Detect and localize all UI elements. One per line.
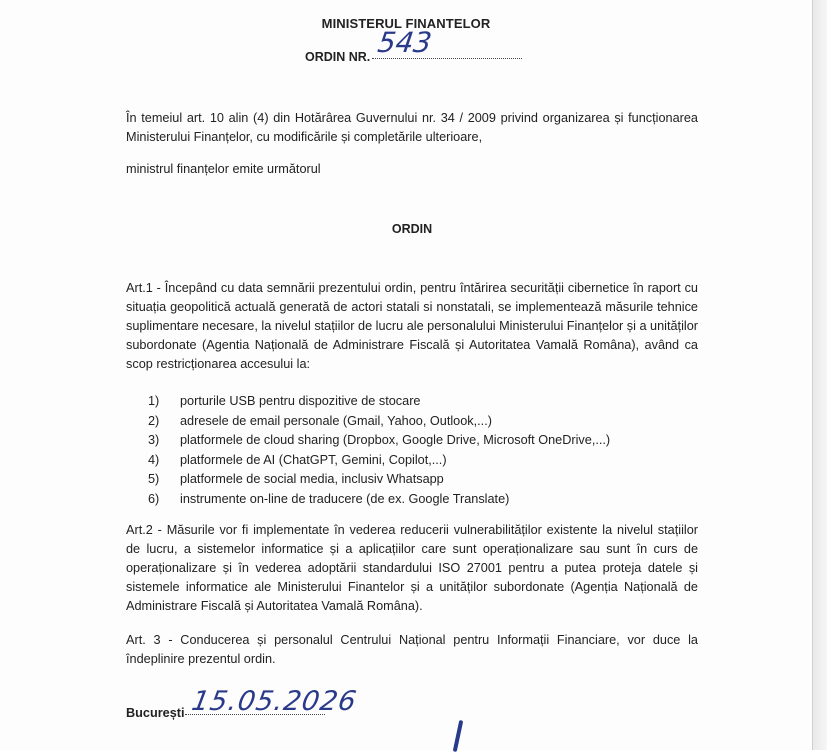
list-item: 3) platformele de cloud sharing (Dropbox, Google Drive, Microsoft OneDrive,...) bbox=[148, 433, 611, 447]
article-2: Art.2 - Măsurile vor fi implementate în vederea reducerii vulnerabilităților existente la nivelul stațiilor de lucru, a sistemelor informatice și a aplicațiilor care sunt operaționalizare sau sunt în curs de operaționalizare și în vederea adoptării standardului ISO 27001 pentru a putea proteja datele și sistemele informatice ale Ministerului Finantelor și a unităților subordonate (Agenția Națională de Administrare Fiscală și Autoritatea Vamală Româna). bbox=[126, 523, 698, 613]
article-1: Art.1 - Începând cu data semnării prezentului ordin, pentru întărirea securității cibernetice în raport cu situația geopolitică actuală generată de actori statali si nonstatali, se implementează măsurile tehnice suplimentare necesare, la nivelul stațiilor de lucru ale personalului Ministerului Finanțelor și a unităților subordonate (Agentia Națională de Administrare Fiscală și Autoritatea Vamală Româna), având ca scop restricționarea accesului la: bbox=[126, 281, 698, 371]
signature-stroke bbox=[453, 720, 464, 752]
handwritten-order-number: 543 bbox=[375, 26, 434, 59]
order-heading: ORDIN bbox=[391, 222, 433, 236]
legal-basis-paragraph: În temeiul art. 10 alin (4) din Hotărârea Guvernului nr. 34 / 2009 privind organizarea și funcționarea Ministerului Finanțelor, cu modificările și completările ulterioare, bbox=[126, 111, 698, 144]
ministry-title: MINISTERUL FINANTELOR bbox=[321, 16, 491, 31]
list-item: 2) adresele de email personale (Gmail, Yahoo, Outlook,...) bbox=[148, 413, 492, 428]
list-item: 1) porturile USB pentru dispozitive de stocare bbox=[148, 394, 421, 408]
page-edge bbox=[812, 0, 827, 750]
handwritten-date: 15.05.2026 bbox=[189, 686, 360, 717]
list-item: 4) platformele de AI (ChatGPT, Gemini, Copilot,...) bbox=[148, 452, 447, 467]
restriction-list bbox=[148, 392, 688, 509]
list-item: 5) platformele de social media, inclusiv Whatsapp bbox=[148, 472, 444, 486]
article-3: Art. 3 - Conducerea și personalul Centrului Național pentru Informații Financiare, vor duce la îndeplinire prezentul ordin. bbox=[126, 633, 698, 666]
issuer-statement: ministrul finanțelor emite următorul bbox=[126, 162, 321, 176]
place-label: București bbox=[126, 706, 185, 720]
order-number-label: ORDIN NR. bbox=[305, 50, 371, 64]
list-item: 6) instrumente on-line de traducere (de ex. Google Translate) bbox=[148, 491, 510, 506]
